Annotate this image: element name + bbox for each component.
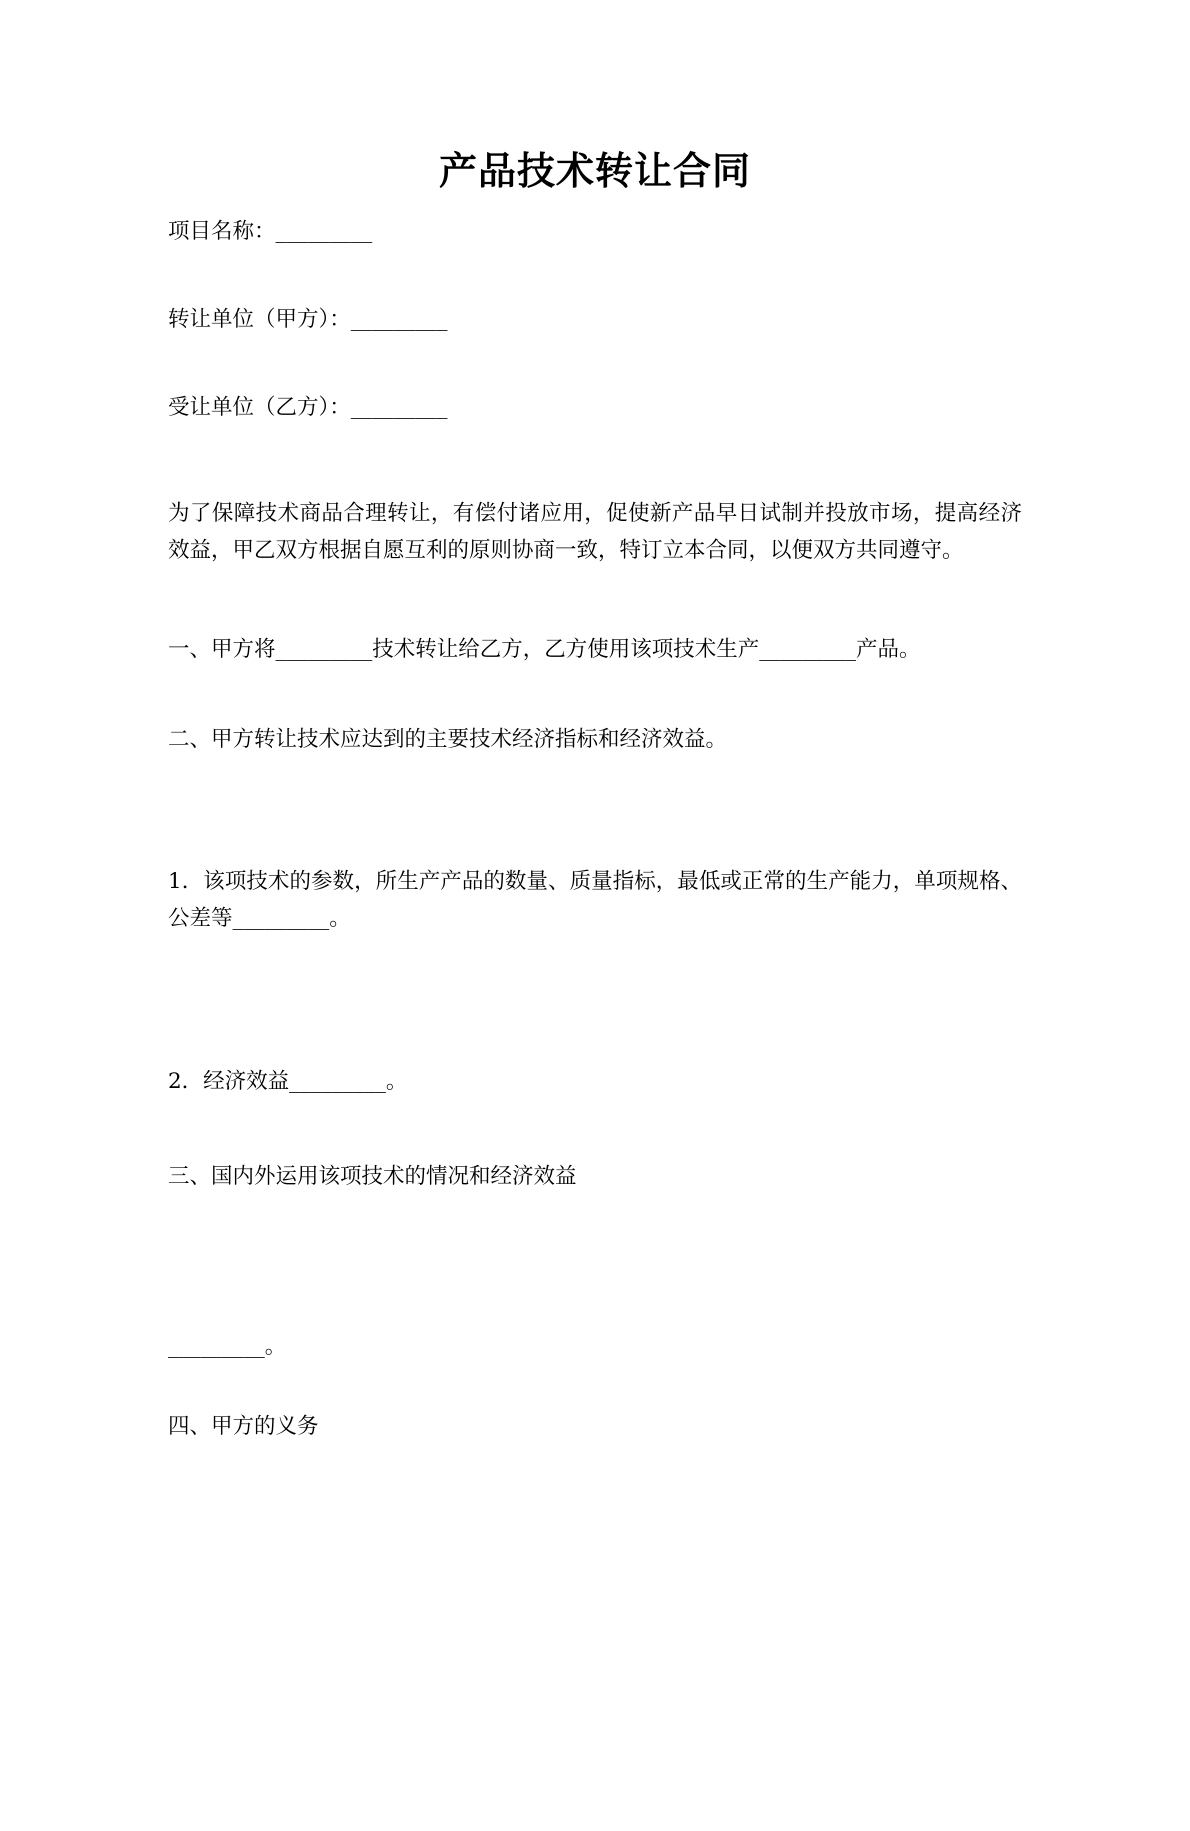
clause-two-item-one: 1．该项技术的参数，所生产产品的数量、质量指标，最低或正常的生产能力，单项规格、公差等_________。 <box>168 869 1022 931</box>
document-page <box>0 148 1190 1831</box>
field-party-a: 转让单位（甲方）：_________ <box>168 307 448 332</box>
clause-three: 三、国内外运用该项技术的情况和经济效益 <box>168 1164 577 1189</box>
document-title: 产品技术转让合同 <box>438 148 751 193</box>
clause-two: 二、甲方转让技术应达到的主要技术经济指标和经济效益。 <box>168 727 728 752</box>
clause-three-blank-line: _________。 <box>168 1334 287 1359</box>
clause-two-item-two: 2．经济效益_________。 <box>168 1069 408 1094</box>
field-party-b: 受让单位（乙方）：_________ <box>168 395 448 420</box>
field-project-name: 项目名称：_________ <box>168 219 373 244</box>
paragraph-preamble: 为了保障技术商品合理转让，有偿付诸应用，促使新产品早日试制并投放市场，提高经济效益，甲乙双方根据自愿互利的原则协商一致，特订立本合同，以便双方共同遵守。 <box>168 501 1022 563</box>
clause-four: 四、甲方的义务 <box>168 1414 319 1439</box>
clause-one: 一、甲方将_________技术转让给乙方，乙方使用该项技术生产_________产品。 <box>168 637 921 662</box>
